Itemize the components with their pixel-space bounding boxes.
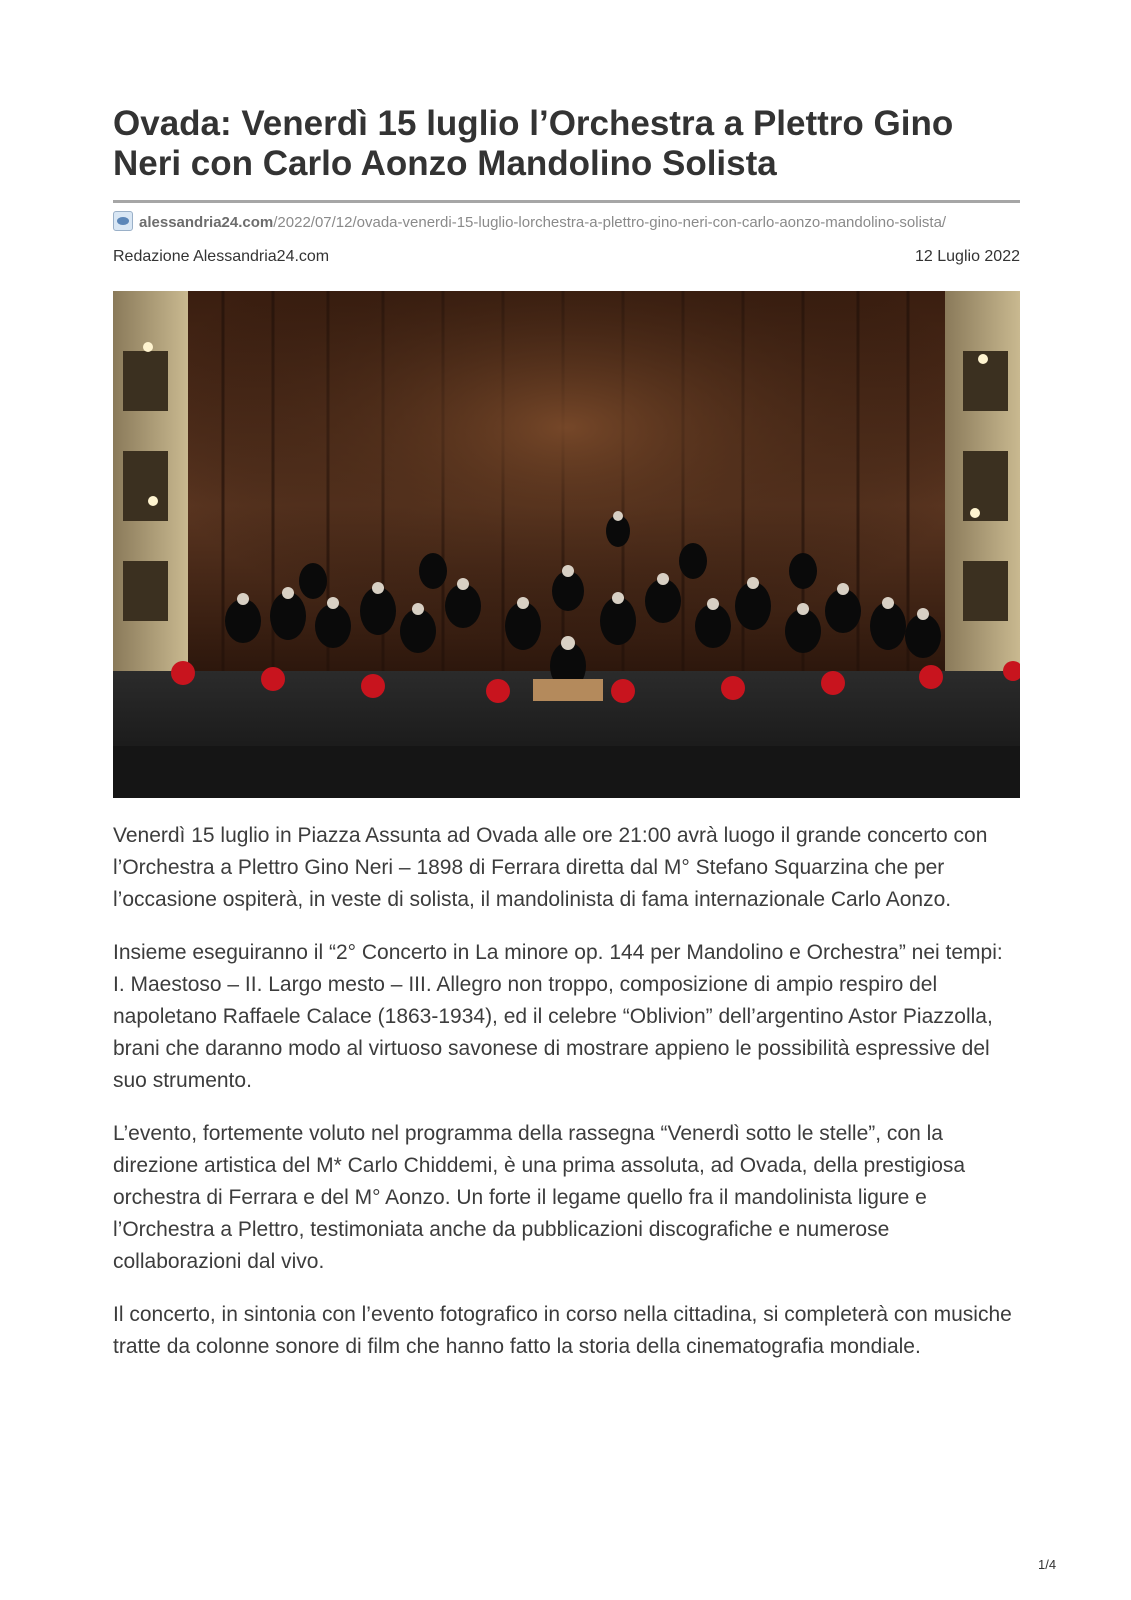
source-url[interactable] <box>113 211 1020 233</box>
paragraph: Il concerto, in sintonia con l’evento fotografico in corso nella cittadina, si completerà con musiche tratte da colonne sonore di film che hanno fatto la storia della cinematografia mondiale. <box>113 1303 1012 1358</box>
article-author: Redazione Alessandria24.com <box>113 248 330 265</box>
paragraph: L’evento, fortemente voluto nel programma della rassegna “Venerdì sotto le stelle”, con la direzione artistica del M* Carlo Chiddemi, è una prima assoluta, ad Ovada, della prestigiosa orchestra di Ferrara e del M° Aonzo. Un forte il legame quello fra il mandolinista ligure e l’Orchestra a Plettro, testimoniata anche da pubblicazioni discografiche e numerose collaborazioni dal vivo. <box>113 1122 966 1273</box>
paragraph: Insieme eseguiranno il “2° Concerto in La minore op. 144 per Mandolino e Orchestra” nei tempi: I. Maestoso – II. Largo mesto – III. Allegro non troppo, composizione di ampio respiro del napoletano Raffaele Calace (1863-1934), ed il celebre “Oblivion” dell’argentino Astor Piazzolla, brani che daranno modo al virtuoso savonese di mostrare appieno le possibilità espressive del suo strumento. <box>113 941 1003 1092</box>
article-body <box>113 820 1020 1363</box>
article-title: Ovada: Venerdì 15 luglio l’Orchestra a Plettro Gino Neri con Carlo Aonzo Mandolino Solista <box>113 104 954 183</box>
article-date: 12 Luglio 2022 <box>915 248 1020 265</box>
orchestra-photo <box>113 291 1020 798</box>
article <box>113 104 1020 1384</box>
source-domain[interactable]: alessandria24.com <box>139 214 274 231</box>
page-number: 1/4 <box>1038 1557 1057 1572</box>
title-divider <box>113 200 1020 203</box>
source-path[interactable]: /2022/07/12/ovada-venerdi-15-luglio-lorchestra-a-plettro-gino-neri-con-carlo-aonzo-mandolino-solista/ <box>273 214 947 231</box>
article-meta <box>113 247 1020 267</box>
paragraph: Venerdì 15 luglio in Piazza Assunta ad Ovada alle ore 21:00 avrà luogo il grande concerto con l’Orchestra a Plettro Gino Neri – 1898 di Ferrara diretta dal M° Stefano Squarzina che per l’occasione ospiterà, in veste di solista, il mandolinista di fama internazionale Carlo Aonzo. <box>113 824 988 911</box>
site-favicon-icon <box>113 211 133 231</box>
